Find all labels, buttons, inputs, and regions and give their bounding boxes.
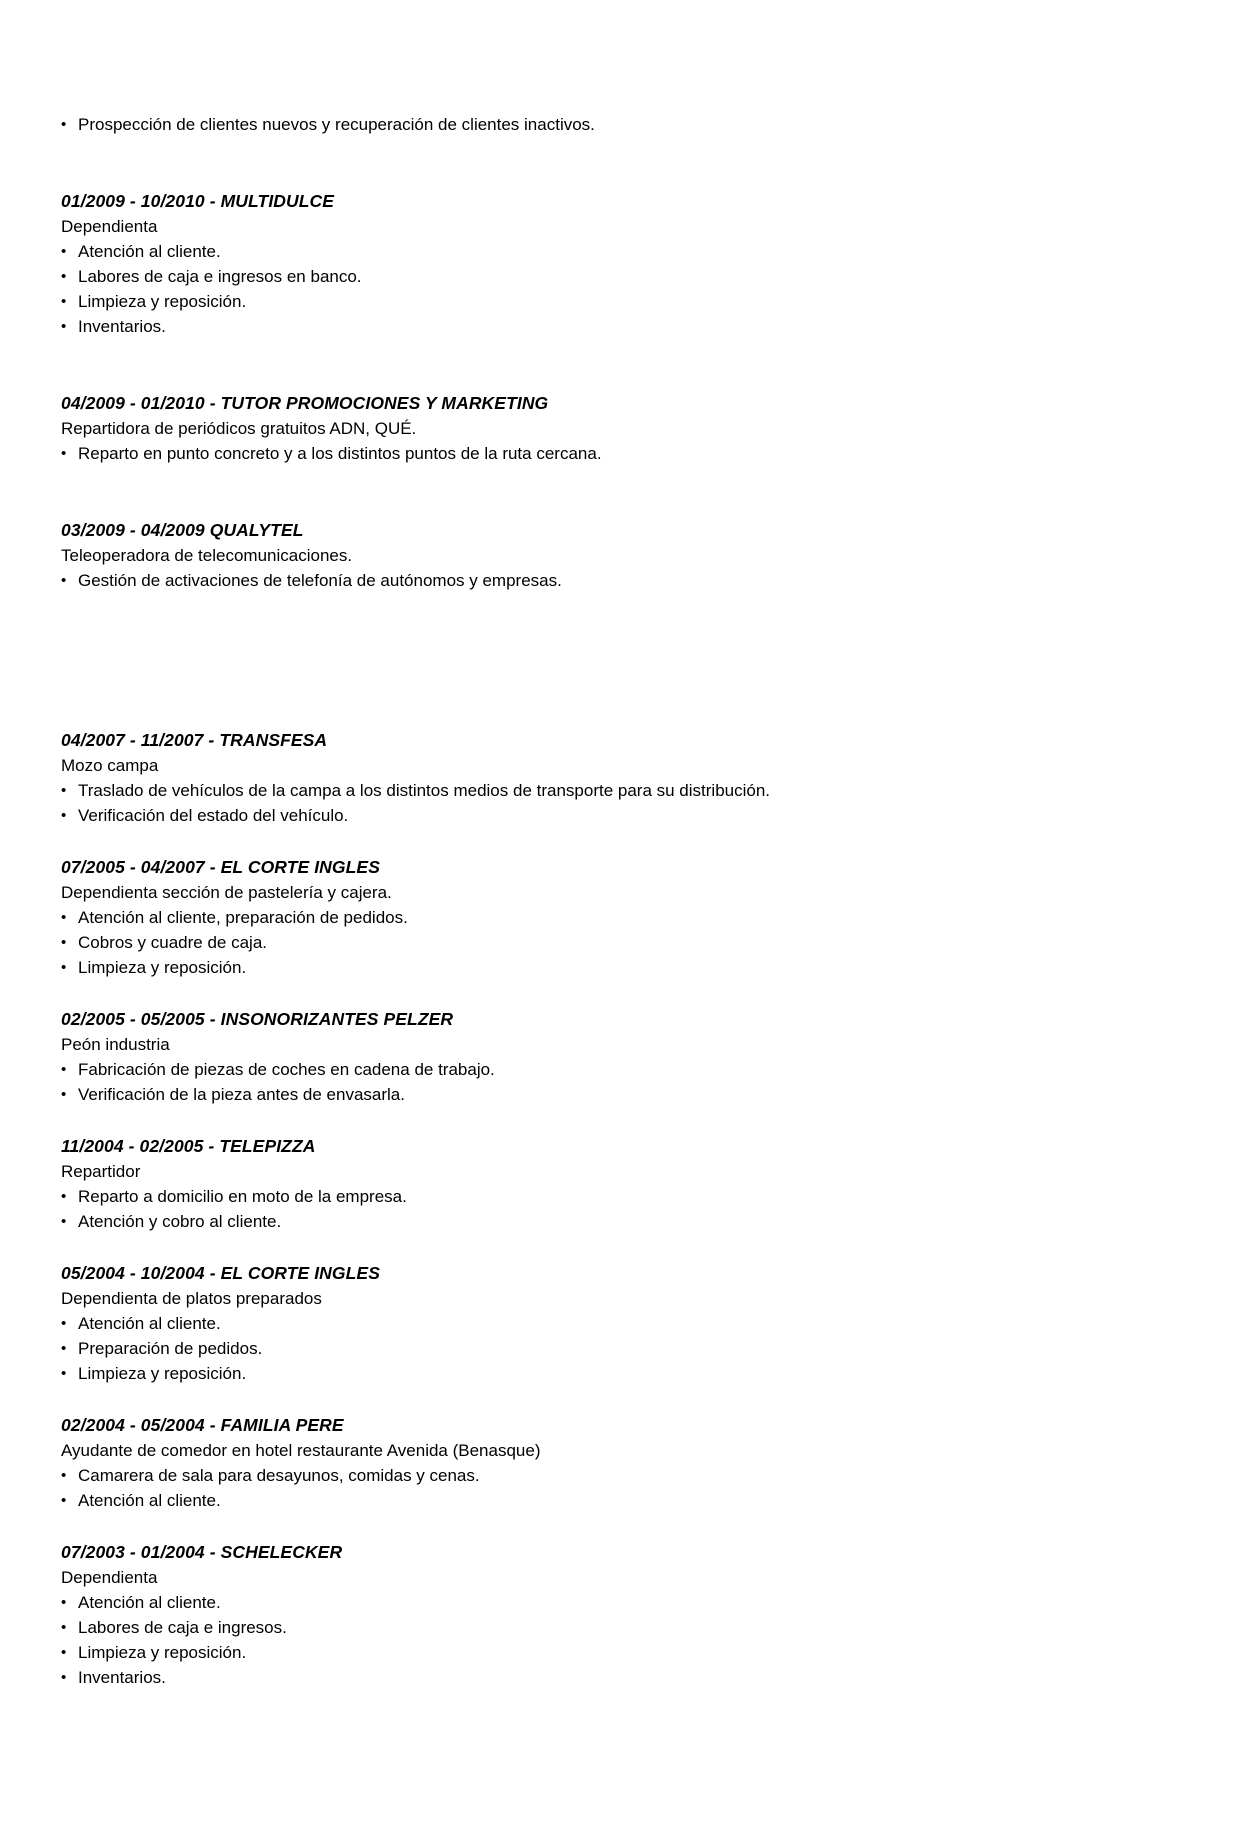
job-duty-text: Limpieza y reposición. <box>78 1643 247 1662</box>
job-role: Ayudante de comedor en hotel restaurante Avenida (Benasque) <box>61 1441 541 1460</box>
intro-bullet-text: Prospección de clientes nuevos y recuperación de clientes inactivos. <box>78 115 595 134</box>
job-duties <box>61 1463 1197 1513</box>
job-duty-text: Camarera de sala para desayunos, comidas y cenas. <box>78 1466 480 1485</box>
job-duty-item <box>61 930 1197 955</box>
bullet-marker: • <box>61 1467 67 1484</box>
job-duty-item <box>61 314 1197 339</box>
bullet-marker: • <box>61 572 67 589</box>
bullet-marker: • <box>61 1619 67 1636</box>
job-duty-item <box>61 568 1197 593</box>
job-duties <box>61 905 1197 980</box>
job-duty-item <box>61 1488 1197 1513</box>
bullet-marker: • <box>61 1061 67 1078</box>
bullet-marker: • <box>61 1315 67 1332</box>
job-duty-item <box>61 778 1197 803</box>
job-entry <box>61 518 1197 593</box>
bullet-marker: • <box>61 934 67 951</box>
job-duty-item <box>61 1665 1197 1690</box>
job-role: Dependienta sección de pastelería y cajera. <box>61 883 392 902</box>
bullet-marker: • <box>61 1492 67 1509</box>
job-duty-text: Limpieza y reposición. <box>78 1364 247 1383</box>
job-duty-item <box>61 1361 1197 1386</box>
job-duty-item <box>61 1640 1197 1665</box>
bullet-marker: • <box>61 1594 67 1611</box>
job-role: Repartidora de periódicos gratuitos ADN, QUÉ. <box>61 419 417 438</box>
job-duties <box>61 778 1197 828</box>
job-duty-item <box>61 1209 1197 1234</box>
job-duty-text: Labores de caja e ingresos en banco. <box>78 267 362 286</box>
intro-bullets <box>61 112 1197 137</box>
job-title: 02/2004 - 05/2004 - FAMILIA PERE <box>61 1415 344 1435</box>
job-duties <box>61 568 1197 593</box>
job-duty-text: Atención y cobro al cliente. <box>78 1212 282 1231</box>
job-duty-text: Verificación del estado del vehículo. <box>78 806 349 825</box>
bullet-marker: • <box>61 268 67 285</box>
job-duty-text: Preparación de pedidos. <box>78 1339 263 1358</box>
job-title: 03/2009 - 04/2009 QUALYTEL <box>61 520 304 540</box>
bullet-marker: • <box>61 807 67 824</box>
job-title: 01/2009 - 10/2010 - MULTIDULCE <box>61 191 335 211</box>
job-role: Dependienta <box>61 1568 158 1587</box>
bullet-marker: • <box>61 243 67 260</box>
job-duty-item <box>61 1311 1197 1336</box>
bullet-marker: • <box>61 1644 67 1661</box>
job-duty-text: Gestión de activaciones de telefonía de autónomos y empresas. <box>78 571 562 590</box>
job-entry <box>61 189 1197 339</box>
job-duty-text: Inventarios. <box>78 317 166 336</box>
job-duties <box>61 441 1197 466</box>
job-title: 02/2005 - 05/2005 - INSONORIZANTES PELZER <box>61 1009 454 1029</box>
job-title: 07/2005 - 04/2007 - EL CORTE INGLES <box>61 857 380 877</box>
job-title: 04/2009 - 01/2010 - TUTOR PROMOCIONES Y MARKETING <box>61 393 549 413</box>
job-duties <box>61 1184 1197 1234</box>
job-duty-item <box>61 1336 1197 1361</box>
job-duty-item <box>61 905 1197 930</box>
job-duty-text: Atención al cliente. <box>78 1491 221 1510</box>
job-role: Dependienta <box>61 217 158 236</box>
job-entry <box>61 728 1197 828</box>
jobs-list <box>61 189 1197 1690</box>
bullet-marker: • <box>61 1213 67 1230</box>
job-duty-text: Limpieza y reposición. <box>78 958 247 977</box>
job-entry <box>61 1540 1197 1690</box>
job-duty-item <box>61 289 1197 314</box>
job-duty-item <box>61 264 1197 289</box>
bullet-marker: • <box>61 959 67 976</box>
job-role: Peón industria <box>61 1035 170 1054</box>
job-entry <box>61 391 1197 466</box>
bullet-marker: • <box>61 1365 67 1382</box>
job-duty-text: Traslado de vehículos de la campa a los distintos medios de transporte para su distribución. <box>78 781 771 800</box>
job-title: 05/2004 - 10/2004 - EL CORTE INGLES <box>61 1263 380 1283</box>
bullet-marker: • <box>61 318 67 335</box>
job-duty-text: Atención al cliente. <box>78 1314 221 1333</box>
bullet-marker: • <box>61 909 67 926</box>
bullet-marker: • <box>61 1340 67 1357</box>
bullet-marker: • <box>61 1669 67 1686</box>
job-entry <box>61 1413 1197 1513</box>
job-duty-item <box>61 239 1197 264</box>
job-duty-item <box>61 1184 1197 1209</box>
job-duty-item <box>61 1615 1197 1640</box>
job-role: Mozo campa <box>61 756 159 775</box>
job-role: Teleoperadora de telecomunicaciones. <box>61 546 353 565</box>
job-title: 07/2003 - 01/2004 - SCHELECKER <box>61 1542 343 1562</box>
job-duty-text: Inventarios. <box>78 1668 166 1687</box>
intro-bullet-item <box>61 112 1197 137</box>
job-duty-text: Labores de caja e ingresos. <box>78 1618 287 1637</box>
job-duties <box>61 1590 1197 1690</box>
bullet-marker: • <box>61 116 67 133</box>
job-duty-item <box>61 1463 1197 1488</box>
job-duty-item <box>61 1082 1197 1107</box>
job-role: Repartidor <box>61 1162 141 1181</box>
job-duties <box>61 1311 1197 1386</box>
job-duties <box>61 1057 1197 1107</box>
bullet-marker: • <box>61 445 67 462</box>
job-title: 11/2004 - 02/2005 - TELEPIZZA <box>61 1136 316 1156</box>
job-duty-text: Reparto en punto concreto y a los distintos puntos de la ruta cercana. <box>78 444 602 463</box>
job-duties <box>61 239 1197 339</box>
job-duty-text: Atención al cliente, preparación de pedidos. <box>78 908 408 927</box>
job-duty-text: Atención al cliente. <box>78 1593 221 1612</box>
bullet-marker: • <box>61 293 67 310</box>
job-duty-item <box>61 1057 1197 1082</box>
job-duty-item <box>61 803 1197 828</box>
job-duty-text: Atención al cliente. <box>78 242 221 261</box>
job-entry <box>61 1007 1197 1107</box>
job-duty-text: Verificación de la pieza antes de envasarla. <box>78 1085 405 1104</box>
job-duty-text: Cobros y cuadre de caja. <box>78 933 267 952</box>
job-entry <box>61 855 1197 980</box>
job-role: Dependienta de platos preparados <box>61 1289 322 1308</box>
job-duty-text: Limpieza y reposición. <box>78 292 247 311</box>
job-duty-item <box>61 441 1197 466</box>
job-entry <box>61 1134 1197 1234</box>
bullet-marker: • <box>61 782 67 799</box>
bullet-marker: • <box>61 1086 67 1103</box>
bullet-marker: • <box>61 1188 67 1205</box>
job-duty-text: Fabricación de piezas de coches en cadena de trabajo. <box>78 1060 495 1079</box>
job-duty-item <box>61 955 1197 980</box>
job-duty-text: Reparto a domicilio en moto de la empresa. <box>78 1187 407 1206</box>
job-entry <box>61 1261 1197 1386</box>
job-title: 04/2007 - 11/2007 - TRANSFESA <box>61 730 328 750</box>
job-duty-item <box>61 1590 1197 1615</box>
